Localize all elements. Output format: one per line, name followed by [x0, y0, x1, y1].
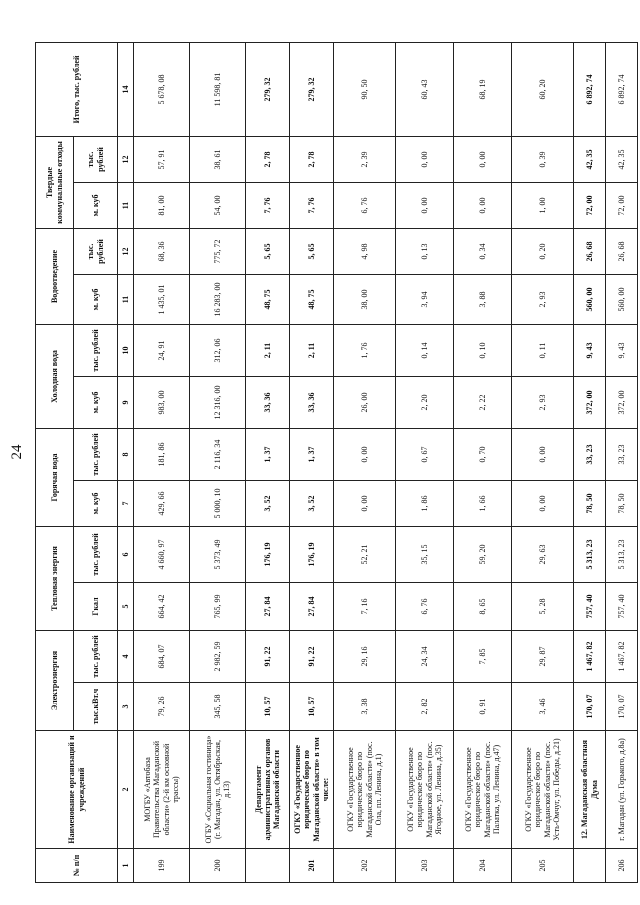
- value-cell: 684, 07: [134, 630, 190, 682]
- value-cell: 757, 40: [606, 582, 638, 630]
- value-cell: 5 373, 49: [190, 526, 246, 582]
- value-cell: 5 313, 23: [606, 526, 638, 582]
- table-row: [454, 42, 512, 882]
- header-name: Наименование организаций и учреждений: [36, 730, 118, 848]
- header-electricity: Электроэнергия: [36, 630, 74, 730]
- row-number: 206: [606, 848, 638, 882]
- value-cell: 0, 39: [512, 136, 574, 182]
- value-cell: 2, 22: [454, 376, 512, 428]
- value-cell: 1 435, 01: [134, 274, 190, 324]
- value-cell: 2, 93: [512, 376, 574, 428]
- value-cell: 48, 75: [246, 274, 290, 324]
- value-cell: 0, 91: [454, 682, 512, 730]
- value-cell: 3, 88: [454, 274, 512, 324]
- value-cell: 0, 00: [396, 136, 454, 182]
- value-cell: 372, 00: [574, 376, 606, 428]
- value-cell: 33, 23: [606, 428, 638, 480]
- value-cell: 3, 38: [334, 682, 396, 730]
- value-cell: 7, 85: [454, 630, 512, 682]
- column-number: 3: [118, 682, 134, 730]
- value-cell: 0, 13: [396, 228, 454, 274]
- value-cell: 11 598, 81: [190, 42, 246, 136]
- column-number: 7: [118, 480, 134, 526]
- subheader-cell: м. куб: [74, 182, 118, 228]
- value-cell: 2, 78: [290, 136, 334, 182]
- row-number: 199: [134, 848, 190, 882]
- subheader-cell: тыс. рублей: [74, 324, 118, 376]
- subheader-cell: м. куб: [74, 480, 118, 526]
- table-body: [134, 42, 638, 882]
- value-cell: 24, 91: [134, 324, 190, 376]
- value-cell: 181, 86: [134, 428, 190, 480]
- column-number-row: [118, 42, 134, 882]
- value-cell: 33, 36: [290, 376, 334, 428]
- value-cell: 79, 26: [134, 682, 190, 730]
- value-cell: 48, 75: [290, 274, 334, 324]
- value-cell: 0, 34: [454, 228, 512, 274]
- value-cell: 2, 20: [396, 376, 454, 428]
- value-cell: 2, 93: [512, 274, 574, 324]
- column-number: 2: [118, 730, 134, 848]
- header-solid-waste: Твердые коммунальные отходы: [36, 136, 74, 228]
- value-cell: 10, 57: [290, 682, 334, 730]
- value-cell: 0, 00: [334, 428, 396, 480]
- column-number: 14: [118, 42, 134, 136]
- value-cell: 983, 00: [134, 376, 190, 428]
- organization-name: ОГКУ «Государственное юридическое бюро по Магаданской области» (пос. Ягодное, ул. Ленина, д.35): [396, 730, 454, 848]
- value-cell: 4, 98: [334, 228, 396, 274]
- column-number: 11: [118, 182, 134, 228]
- value-cell: 0, 11: [512, 324, 574, 376]
- value-cell: 1 467, 82: [606, 630, 638, 682]
- value-cell: 3, 94: [396, 274, 454, 324]
- value-cell: 5 313, 23: [574, 526, 606, 582]
- value-cell: 429, 66: [134, 480, 190, 526]
- value-cell: 0, 00: [512, 480, 574, 526]
- value-cell: 5 678, 08: [134, 42, 190, 136]
- value-cell: 29, 16: [334, 630, 396, 682]
- value-cell: 5, 65: [246, 228, 290, 274]
- value-cell: 170, 07: [606, 682, 638, 730]
- value-cell: 78, 50: [574, 480, 606, 526]
- value-cell: 3, 46: [512, 682, 574, 730]
- value-cell: 26, 68: [606, 228, 638, 274]
- value-cell: 12 316, 00: [190, 376, 246, 428]
- value-cell: 9, 43: [574, 324, 606, 376]
- value-cell: 0, 67: [396, 428, 454, 480]
- subheader-cell: тыс. рублей: [74, 228, 118, 274]
- table-row: [574, 42, 606, 882]
- subheader-cell: м. куб: [74, 376, 118, 428]
- organization-name: ОГКУ «Государственное юридическое бюро по Магаданской области» (пос. Усть-Омчуг, ул. Победы, д.21): [512, 730, 574, 848]
- value-cell: 27, 84: [290, 582, 334, 630]
- column-number: 5: [118, 582, 134, 630]
- table-row: [290, 42, 334, 882]
- value-cell: 0, 00: [454, 182, 512, 228]
- organization-name: 12. Магаданская областная Дума: [574, 730, 606, 848]
- row-number: 202: [334, 848, 396, 882]
- value-cell: 26, 68: [574, 228, 606, 274]
- value-cell: 81, 00: [134, 182, 190, 228]
- column-number: 8: [118, 428, 134, 480]
- organization-name: г. Магадан (ул. Горького, д.8а): [606, 730, 638, 848]
- row-number: 203: [396, 848, 454, 882]
- value-cell: 38, 00: [334, 274, 396, 324]
- column-number: 4: [118, 630, 134, 682]
- value-cell: 33, 36: [246, 376, 290, 428]
- value-cell: 7, 76: [290, 182, 334, 228]
- value-cell: 1, 76: [334, 324, 396, 376]
- value-cell: 2, 82: [396, 682, 454, 730]
- value-cell: 68, 36: [134, 228, 190, 274]
- value-cell: 6, 76: [396, 582, 454, 630]
- value-cell: 72, 00: [574, 182, 606, 228]
- subheader-cell: тыс. рублей: [74, 428, 118, 480]
- value-cell: 1, 00: [512, 182, 574, 228]
- header-hot-water: Горячая вода: [36, 428, 74, 526]
- value-cell: 757, 40: [574, 582, 606, 630]
- table-row: [334, 42, 396, 882]
- value-cell: 60, 20: [512, 42, 574, 136]
- subheader-cell: м. куб: [74, 274, 118, 324]
- value-cell: 5, 28: [512, 582, 574, 630]
- header-heat: Тепловая энергия: [36, 526, 74, 630]
- value-cell: 29, 87: [512, 630, 574, 682]
- value-cell: 9, 43: [606, 324, 638, 376]
- value-cell: 1, 66: [454, 480, 512, 526]
- table-row: [190, 42, 246, 882]
- row-number: [246, 848, 290, 882]
- column-number: 12: [118, 136, 134, 182]
- header-water-disposal: Водоотведение: [36, 228, 74, 324]
- page-number: 24: [8, 444, 25, 460]
- value-cell: 7, 16: [334, 582, 396, 630]
- row-number: 201: [290, 848, 334, 882]
- row-number: 200: [190, 848, 246, 882]
- column-number: 12: [118, 228, 134, 274]
- value-cell: 60, 43: [396, 42, 454, 136]
- value-cell: 27, 84: [246, 582, 290, 630]
- value-cell: 2 116, 34: [190, 428, 246, 480]
- utilities-table: [35, 41, 638, 882]
- value-cell: 0, 10: [454, 324, 512, 376]
- organization-name: ОГБУ «Социальная гостиница» (г. Магадан, ул. Октябрьская, д.13): [190, 730, 246, 848]
- value-cell: 312, 06: [190, 324, 246, 376]
- value-cell: 5, 65: [290, 228, 334, 274]
- value-cell: 1 467, 82: [574, 630, 606, 682]
- table-row: [134, 42, 190, 882]
- value-cell: 345, 58: [190, 682, 246, 730]
- value-cell: 279, 32: [246, 42, 290, 136]
- value-cell: 170, 07: [574, 682, 606, 730]
- value-cell: 54, 00: [190, 182, 246, 228]
- value-cell: 57, 91: [134, 136, 190, 182]
- value-cell: 2, 39: [334, 136, 396, 182]
- organization-name: ОГКУ «Государственное юридическое бюро по Магаданской области» (пос. Палатка, ул. Ленина, д.47): [454, 730, 512, 848]
- row-number: 204: [454, 848, 512, 882]
- value-cell: 42, 35: [606, 136, 638, 182]
- column-number: 6: [118, 526, 134, 582]
- value-cell: 91, 22: [246, 630, 290, 682]
- value-cell: 2, 78: [246, 136, 290, 182]
- value-cell: 35, 15: [396, 526, 454, 582]
- organization-name: Департамент административных органов Магаданской области: [246, 730, 290, 848]
- value-cell: 4 660, 97: [134, 526, 190, 582]
- value-cell: 0, 00: [512, 428, 574, 480]
- value-cell: 6, 76: [334, 182, 396, 228]
- column-number: 9: [118, 376, 134, 428]
- value-cell: 78, 50: [606, 480, 638, 526]
- value-cell: 42, 35: [574, 136, 606, 182]
- value-cell: 2 982, 59: [190, 630, 246, 682]
- value-cell: 29, 63: [512, 526, 574, 582]
- table-row: [246, 42, 290, 882]
- subheader-cell: Гкал: [74, 582, 118, 630]
- value-cell: 26, 00: [334, 376, 396, 428]
- organization-name: ОГКУ «Государственное юридическое бюро по Магаданской области» (пос. Ола, пл. Ленина, д.1): [334, 730, 396, 848]
- value-cell: 5 000, 10: [190, 480, 246, 526]
- value-cell: 38, 61: [190, 136, 246, 182]
- value-cell: 33, 23: [574, 428, 606, 480]
- value-cell: 560, 00: [606, 274, 638, 324]
- header-cold-water: Холодная вода: [36, 324, 74, 428]
- table-row: [396, 42, 454, 882]
- value-cell: 1, 86: [396, 480, 454, 526]
- value-cell: 0, 00: [454, 136, 512, 182]
- value-cell: 3, 52: [290, 480, 334, 526]
- value-cell: 91, 22: [290, 630, 334, 682]
- value-cell: 176, 19: [246, 526, 290, 582]
- value-cell: 68, 19: [454, 42, 512, 136]
- value-cell: 2, 11: [290, 324, 334, 376]
- table-row: [512, 42, 574, 882]
- header-total: Итого, тыс. рублей: [36, 42, 118, 136]
- value-cell: 10, 57: [246, 682, 290, 730]
- header-num: № п/п: [36, 848, 118, 882]
- value-cell: 3, 52: [246, 480, 290, 526]
- value-cell: 2, 11: [246, 324, 290, 376]
- subheader-cell: тыс.кВт.ч: [74, 682, 118, 730]
- value-cell: 6 892, 74: [606, 42, 638, 136]
- subheader-cell: тыс. рублей: [74, 136, 118, 182]
- organization-name: МОГБУ «Автобаза Правительства Магаданской области» (2-й км основной трассы): [134, 730, 190, 848]
- value-cell: 90, 50: [334, 42, 396, 136]
- value-cell: 52, 21: [334, 526, 396, 582]
- value-cell: 8, 65: [454, 582, 512, 630]
- table-row: [606, 42, 638, 882]
- value-cell: 16 283, 00: [190, 274, 246, 324]
- value-cell: 279, 32: [290, 42, 334, 136]
- value-cell: 7, 76: [246, 182, 290, 228]
- value-cell: 664, 42: [134, 582, 190, 630]
- column-number: 1: [118, 848, 134, 882]
- value-cell: 0, 20: [512, 228, 574, 274]
- value-cell: 6 892, 74: [574, 42, 606, 136]
- subheader-cell: тыс. рублей: [74, 526, 118, 582]
- value-cell: 72, 00: [606, 182, 638, 228]
- value-cell: 1, 37: [246, 428, 290, 480]
- column-number: 10: [118, 324, 134, 376]
- value-cell: 176, 19: [290, 526, 334, 582]
- value-cell: 24, 34: [396, 630, 454, 682]
- value-cell: 59, 20: [454, 526, 512, 582]
- value-cell: 765, 99: [190, 582, 246, 630]
- row-number: [574, 848, 606, 882]
- value-cell: 0, 14: [396, 324, 454, 376]
- value-cell: 775, 72: [190, 228, 246, 274]
- column-number: 11: [118, 274, 134, 324]
- rotated-table-container: [35, 43, 626, 883]
- organization-name: ОГКУ «Государственное юридическое бюро по Магаданской области» в том числе:: [290, 730, 334, 848]
- value-cell: 1, 37: [290, 428, 334, 480]
- value-cell: 0, 00: [334, 480, 396, 526]
- row-number: 205: [512, 848, 574, 882]
- subheader-cell: тыс. рублей: [74, 630, 118, 682]
- value-cell: 0, 00: [396, 182, 454, 228]
- value-cell: 372, 00: [606, 376, 638, 428]
- value-cell: 560, 00: [574, 274, 606, 324]
- value-cell: 0, 70: [454, 428, 512, 480]
